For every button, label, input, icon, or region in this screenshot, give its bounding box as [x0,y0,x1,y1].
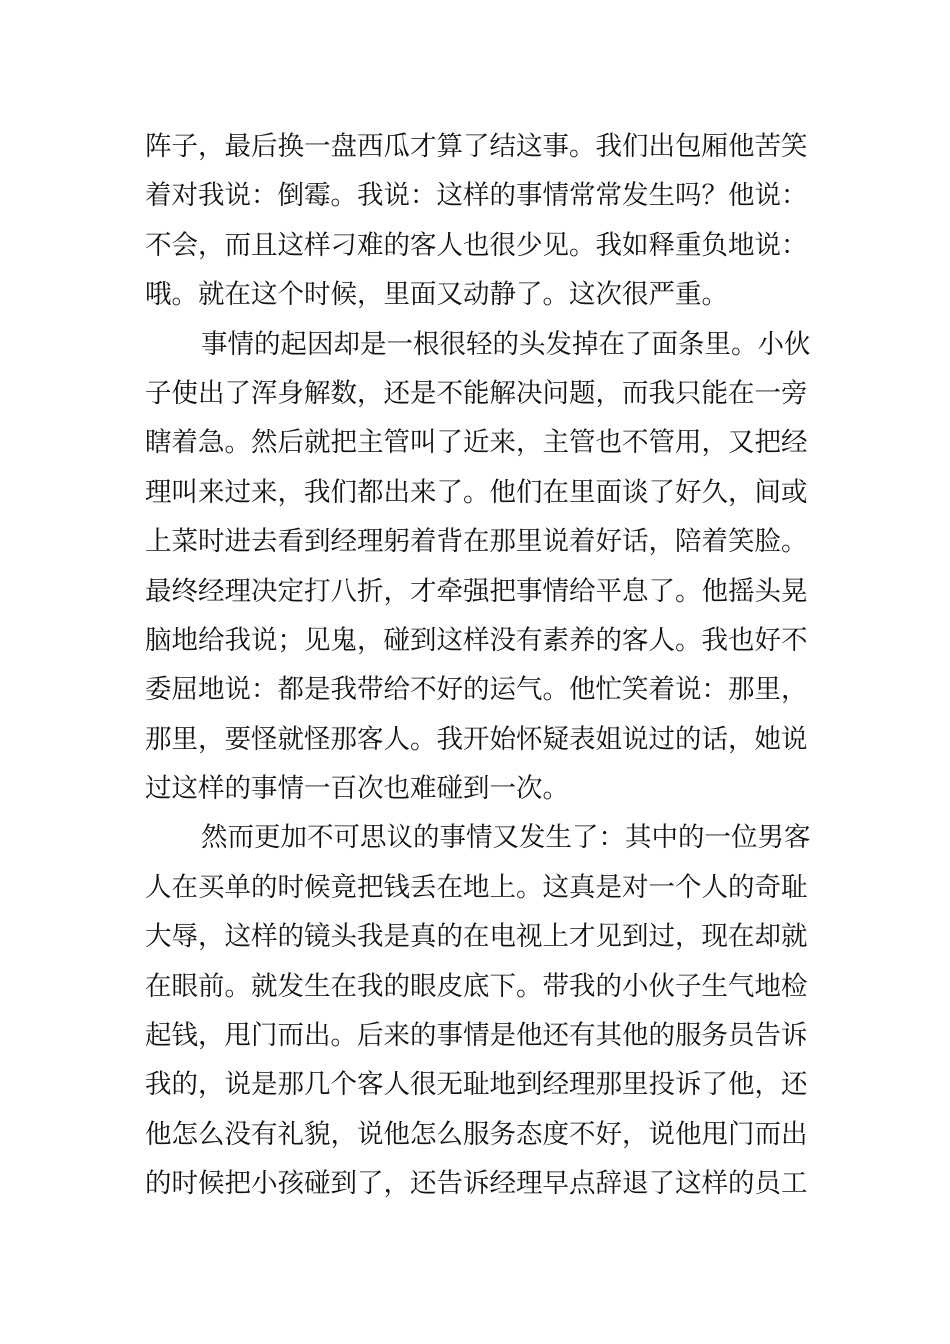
text-line: 阵子，最后换一盘西瓜才算了结这事。我们出包厢他苦笑 [145,131,808,162]
text-line: 过这样的事情一百次也难碰到一次。 [145,773,569,805]
text-line: 哦。就在这个时候，里面又动静了。这次很严重。 [145,279,728,311]
text-line: 那里，要怪就怪那客人。我开始怀疑表姐说过的话，她说 [145,723,808,755]
text-line: 最终经理决定打八折，才牵强把事情给平息了。他摇头晃 [145,575,808,607]
text-line: 上菜时进去看到经理躬着背在那里说着好话，陪着笑脸。 [145,526,808,558]
text-line: 子使出了浑身解数，还是不能解决问题，而我只能在一旁 [145,377,808,409]
paragraph-first-line: 事情的起因却是一根很轻的头发掉在了面条里。小伙 [201,328,811,360]
body-text [145,122,810,1209]
text-line: 脑地给我说；见鬼，碰到这样没有素养的客人。我也好不 [145,624,808,656]
text-line: 他怎么没有礼貌，说他怎么服务态度不好，说他甩门而出 [145,1118,808,1150]
text-line: 在眼前。就发生在我的眼皮底下。带我的小伙子生气地检 [145,970,808,1002]
text-line: 瞎着急。然后就把主管叫了近来，主管也不管用，又把经 [145,427,808,459]
text-line: 我的，说是那几个客人很无耻地到经理那里投诉了他，还 [145,1069,808,1101]
text-line: 大辱，这样的镜头我是真的在电视上才见到过，现在却就 [145,921,808,953]
text-line: 委屈地说：都是我带给不好的运气。他忙笑着说：那里， [145,674,808,706]
text-line: 的时候把小孩碰到了，还告诉经理早点辞退了这样的员工 [145,1168,808,1200]
text-line: 着对我说：倒霉。我说：这样的事情常常发生吗？他说： [145,180,808,212]
text-line: 人在买单的时候竟把钱丢在地上。这真是对一个人的奇耻 [145,871,808,903]
paragraph-first-line: 然而更加不可思议的事情又发生了：其中的一位男客 [201,822,811,854]
text-line: 不会，而且这样刁难的客人也很少见。我如释重负地说： [145,229,808,261]
text-line: 理叫来过来，我们都出来了。他们在里面谈了好久，间或 [145,476,808,508]
text-line: 起钱，甩门而出。后来的事情是他还有其他的服务员告诉 [145,1020,808,1052]
